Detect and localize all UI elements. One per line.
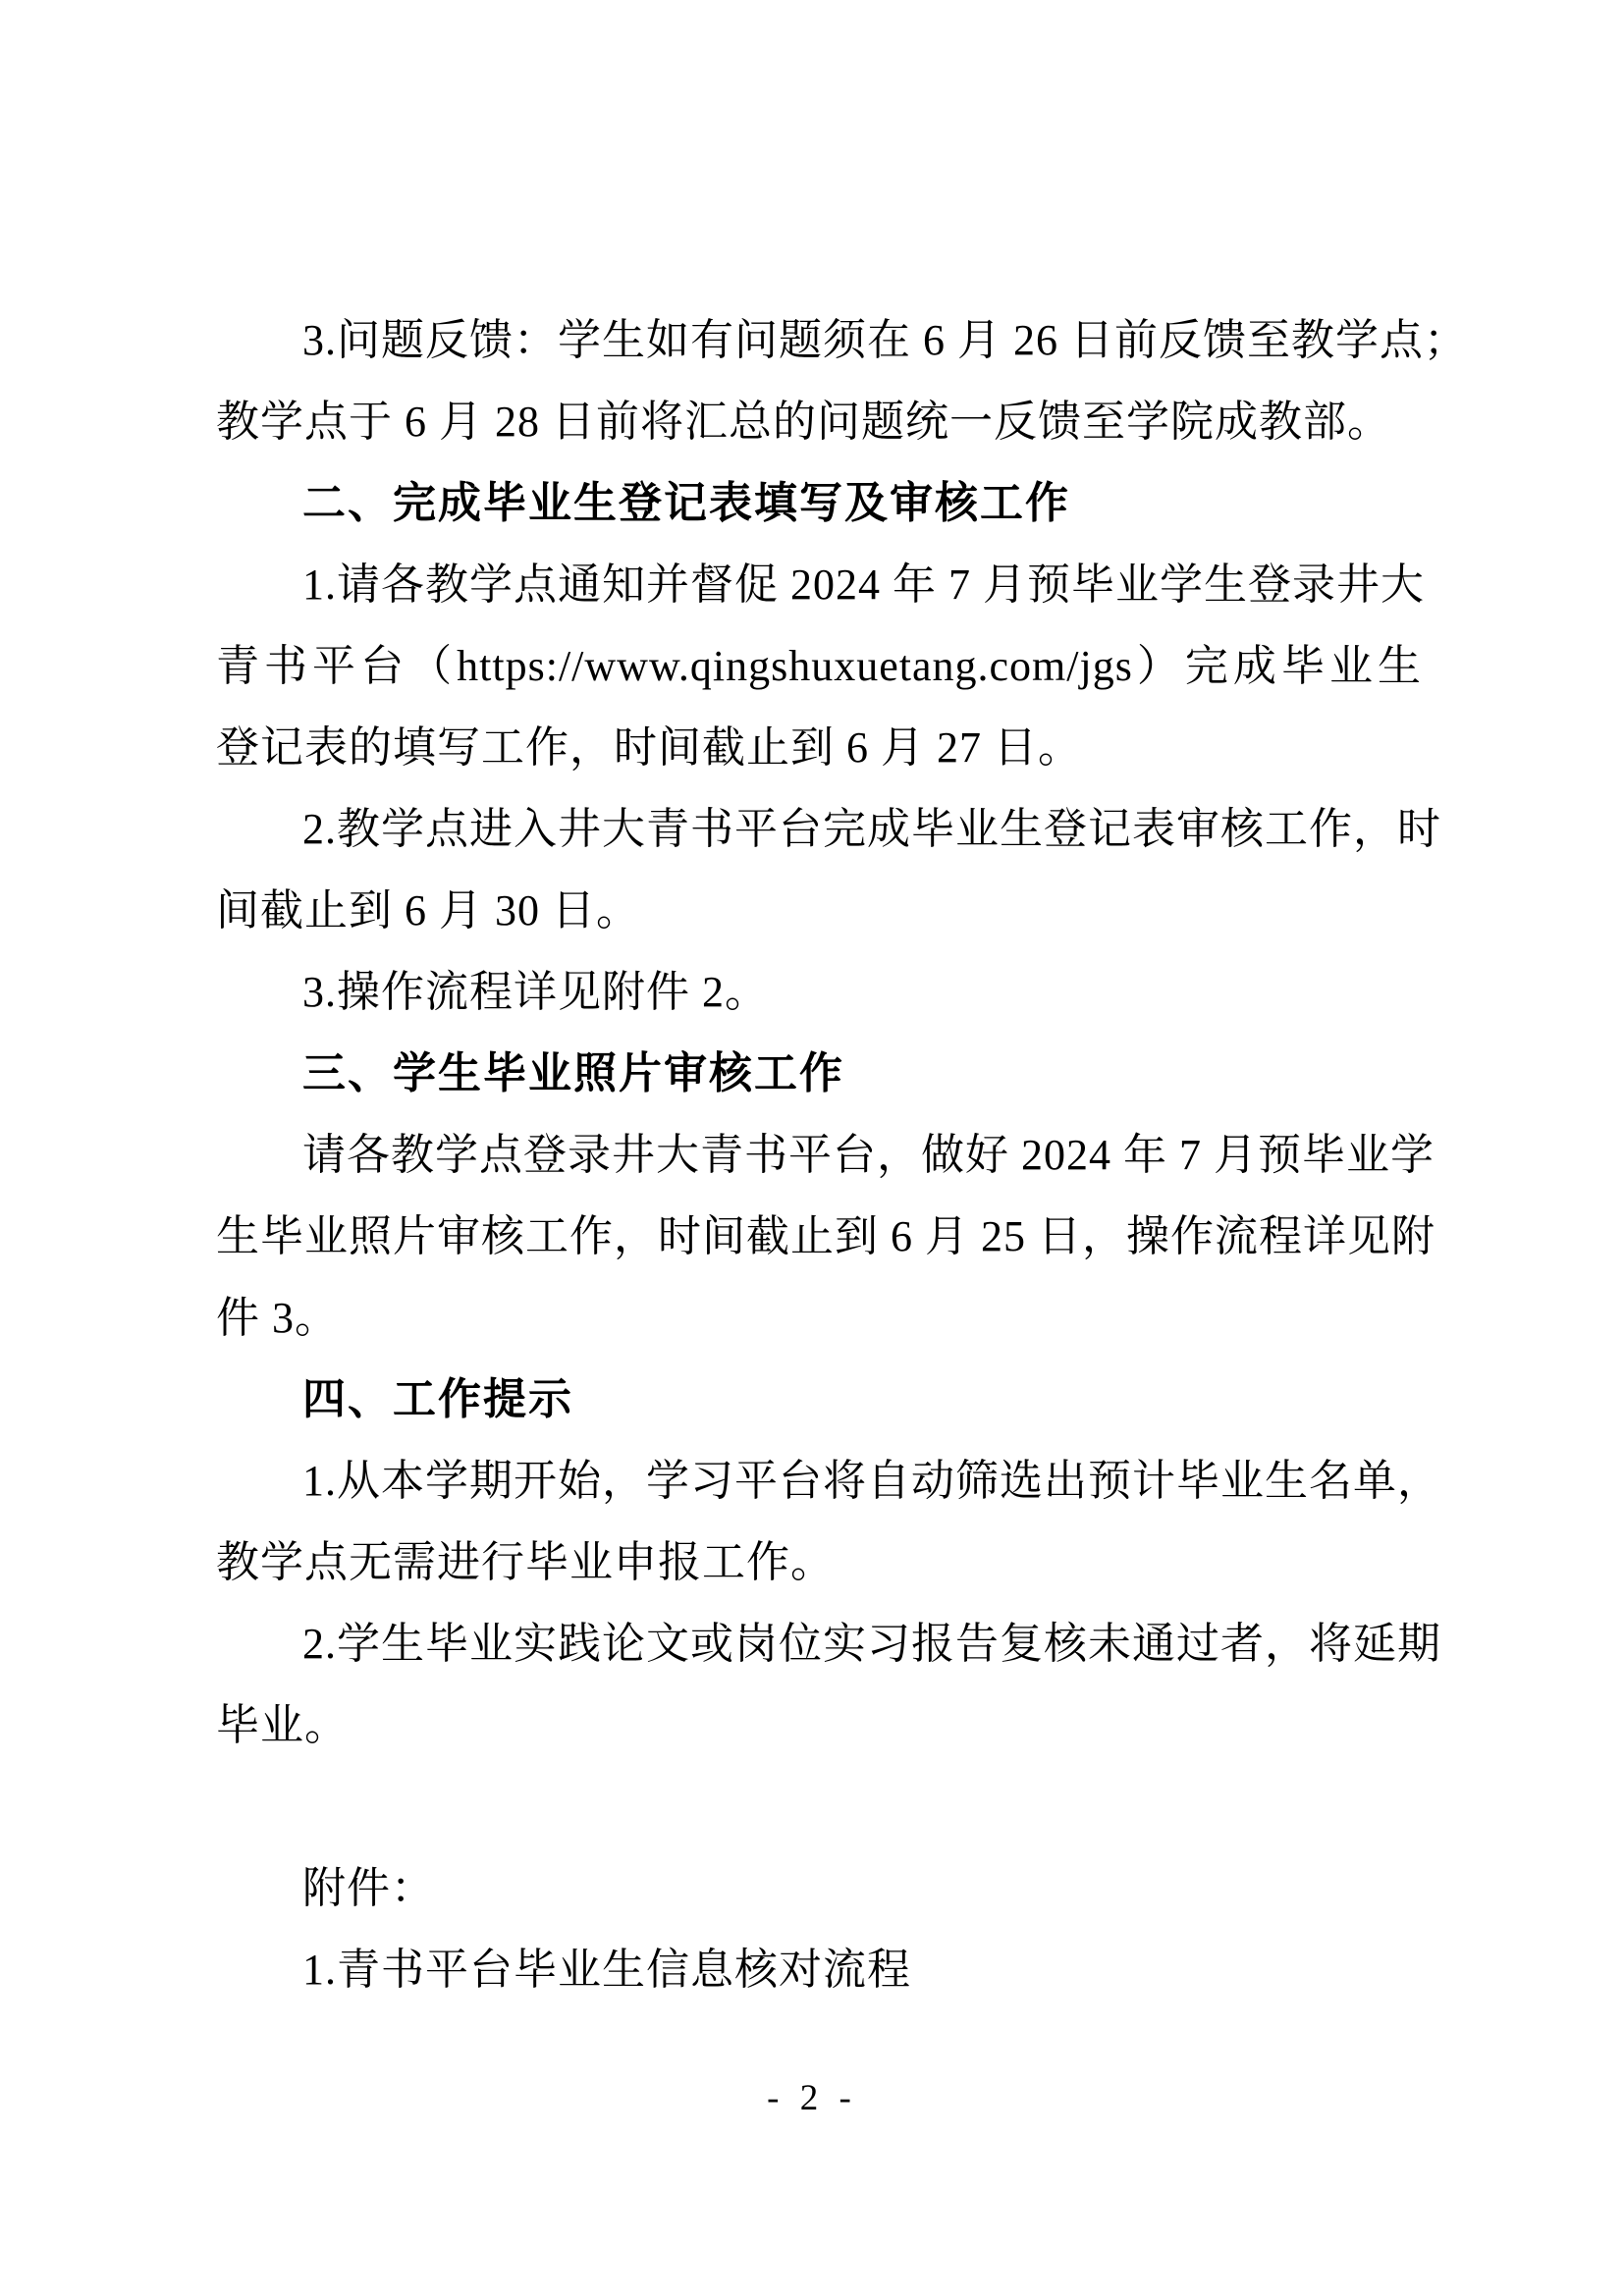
section-heading	[216, 1033, 1422, 1114]
page-footer	[0, 2079, 1624, 2118]
text-line: 3.问题反馈：学生如有问题须在 6 月 26 日前反馈至教学点；	[302, 316, 1468, 364]
paragraph	[216, 1114, 1435, 1359]
section-heading	[216, 462, 1422, 544]
page-number: - 2 -	[767, 2078, 857, 2118]
text-line: 3.操作流程详见附件 2。	[302, 968, 769, 1016]
section-heading	[216, 1359, 1422, 1440]
paragraph	[216, 951, 1422, 1033]
text-line: 请各教学点登录井大青书平台，做好 2024 年 7 月预毕业学	[302, 1131, 1435, 1179]
paragraph	[216, 1440, 1441, 1603]
text-line: 1.从本学期开始，学习平台将自动筛选出预计毕业生名单，	[302, 1457, 1441, 1505]
text-line: 教学点无需进行毕业申报工作。	[216, 1538, 835, 1586]
document-body	[216, 299, 1468, 2010]
heading-line: 四、工作提示	[302, 1375, 573, 1423]
empty-line	[216, 1766, 1422, 1847]
paragraph	[216, 788, 1441, 951]
blank-line	[216, 1766, 1422, 1847]
paragraph	[216, 299, 1468, 462]
text-line: 教学点于 6 月 28 日前将汇总的问题统一反馈至学院成教部。	[216, 398, 1391, 446]
text-line: 1.请各教学点通知并督促 2024 年 7 月预毕业学生登录井大	[302, 561, 1425, 609]
paragraph	[216, 1603, 1441, 1766]
text-line: 生毕业照片审核工作，时间截止到 6 月 25 日，操作流程详见附	[216, 1212, 1435, 1260]
paragraph	[216, 544, 1425, 788]
text-line: 2.学生毕业实践论文或岗位实习报告复核未通过者，将延期	[302, 1620, 1441, 1668]
text-line: 登记表的填写工作，时间截止到 6 月 27 日。	[216, 723, 1082, 772]
text-line: 间截止到 6 月 30 日。	[216, 886, 640, 934]
text-line: 件 3。	[216, 1294, 339, 1342]
text-line: 青书平台（https://www.qingshuxuetang.com/jgs）完成毕业生	[216, 642, 1422, 690]
text-line: 毕业。	[216, 1701, 349, 1749]
text-line: 附件：	[302, 1864, 435, 1912]
text-line: 2.教学点进入井大青书平台完成毕业生登记表审核工作，时	[302, 805, 1441, 853]
heading-line: 三、学生毕业照片审核工作	[302, 1049, 844, 1097]
text-line: 1.青书平台毕业生信息核对流程	[302, 1946, 911, 1994]
paragraph	[216, 1929, 1422, 2010]
paragraph	[216, 1847, 1422, 1929]
heading-line: 二、完成毕业生登记表填写及审核工作	[302, 479, 1070, 527]
